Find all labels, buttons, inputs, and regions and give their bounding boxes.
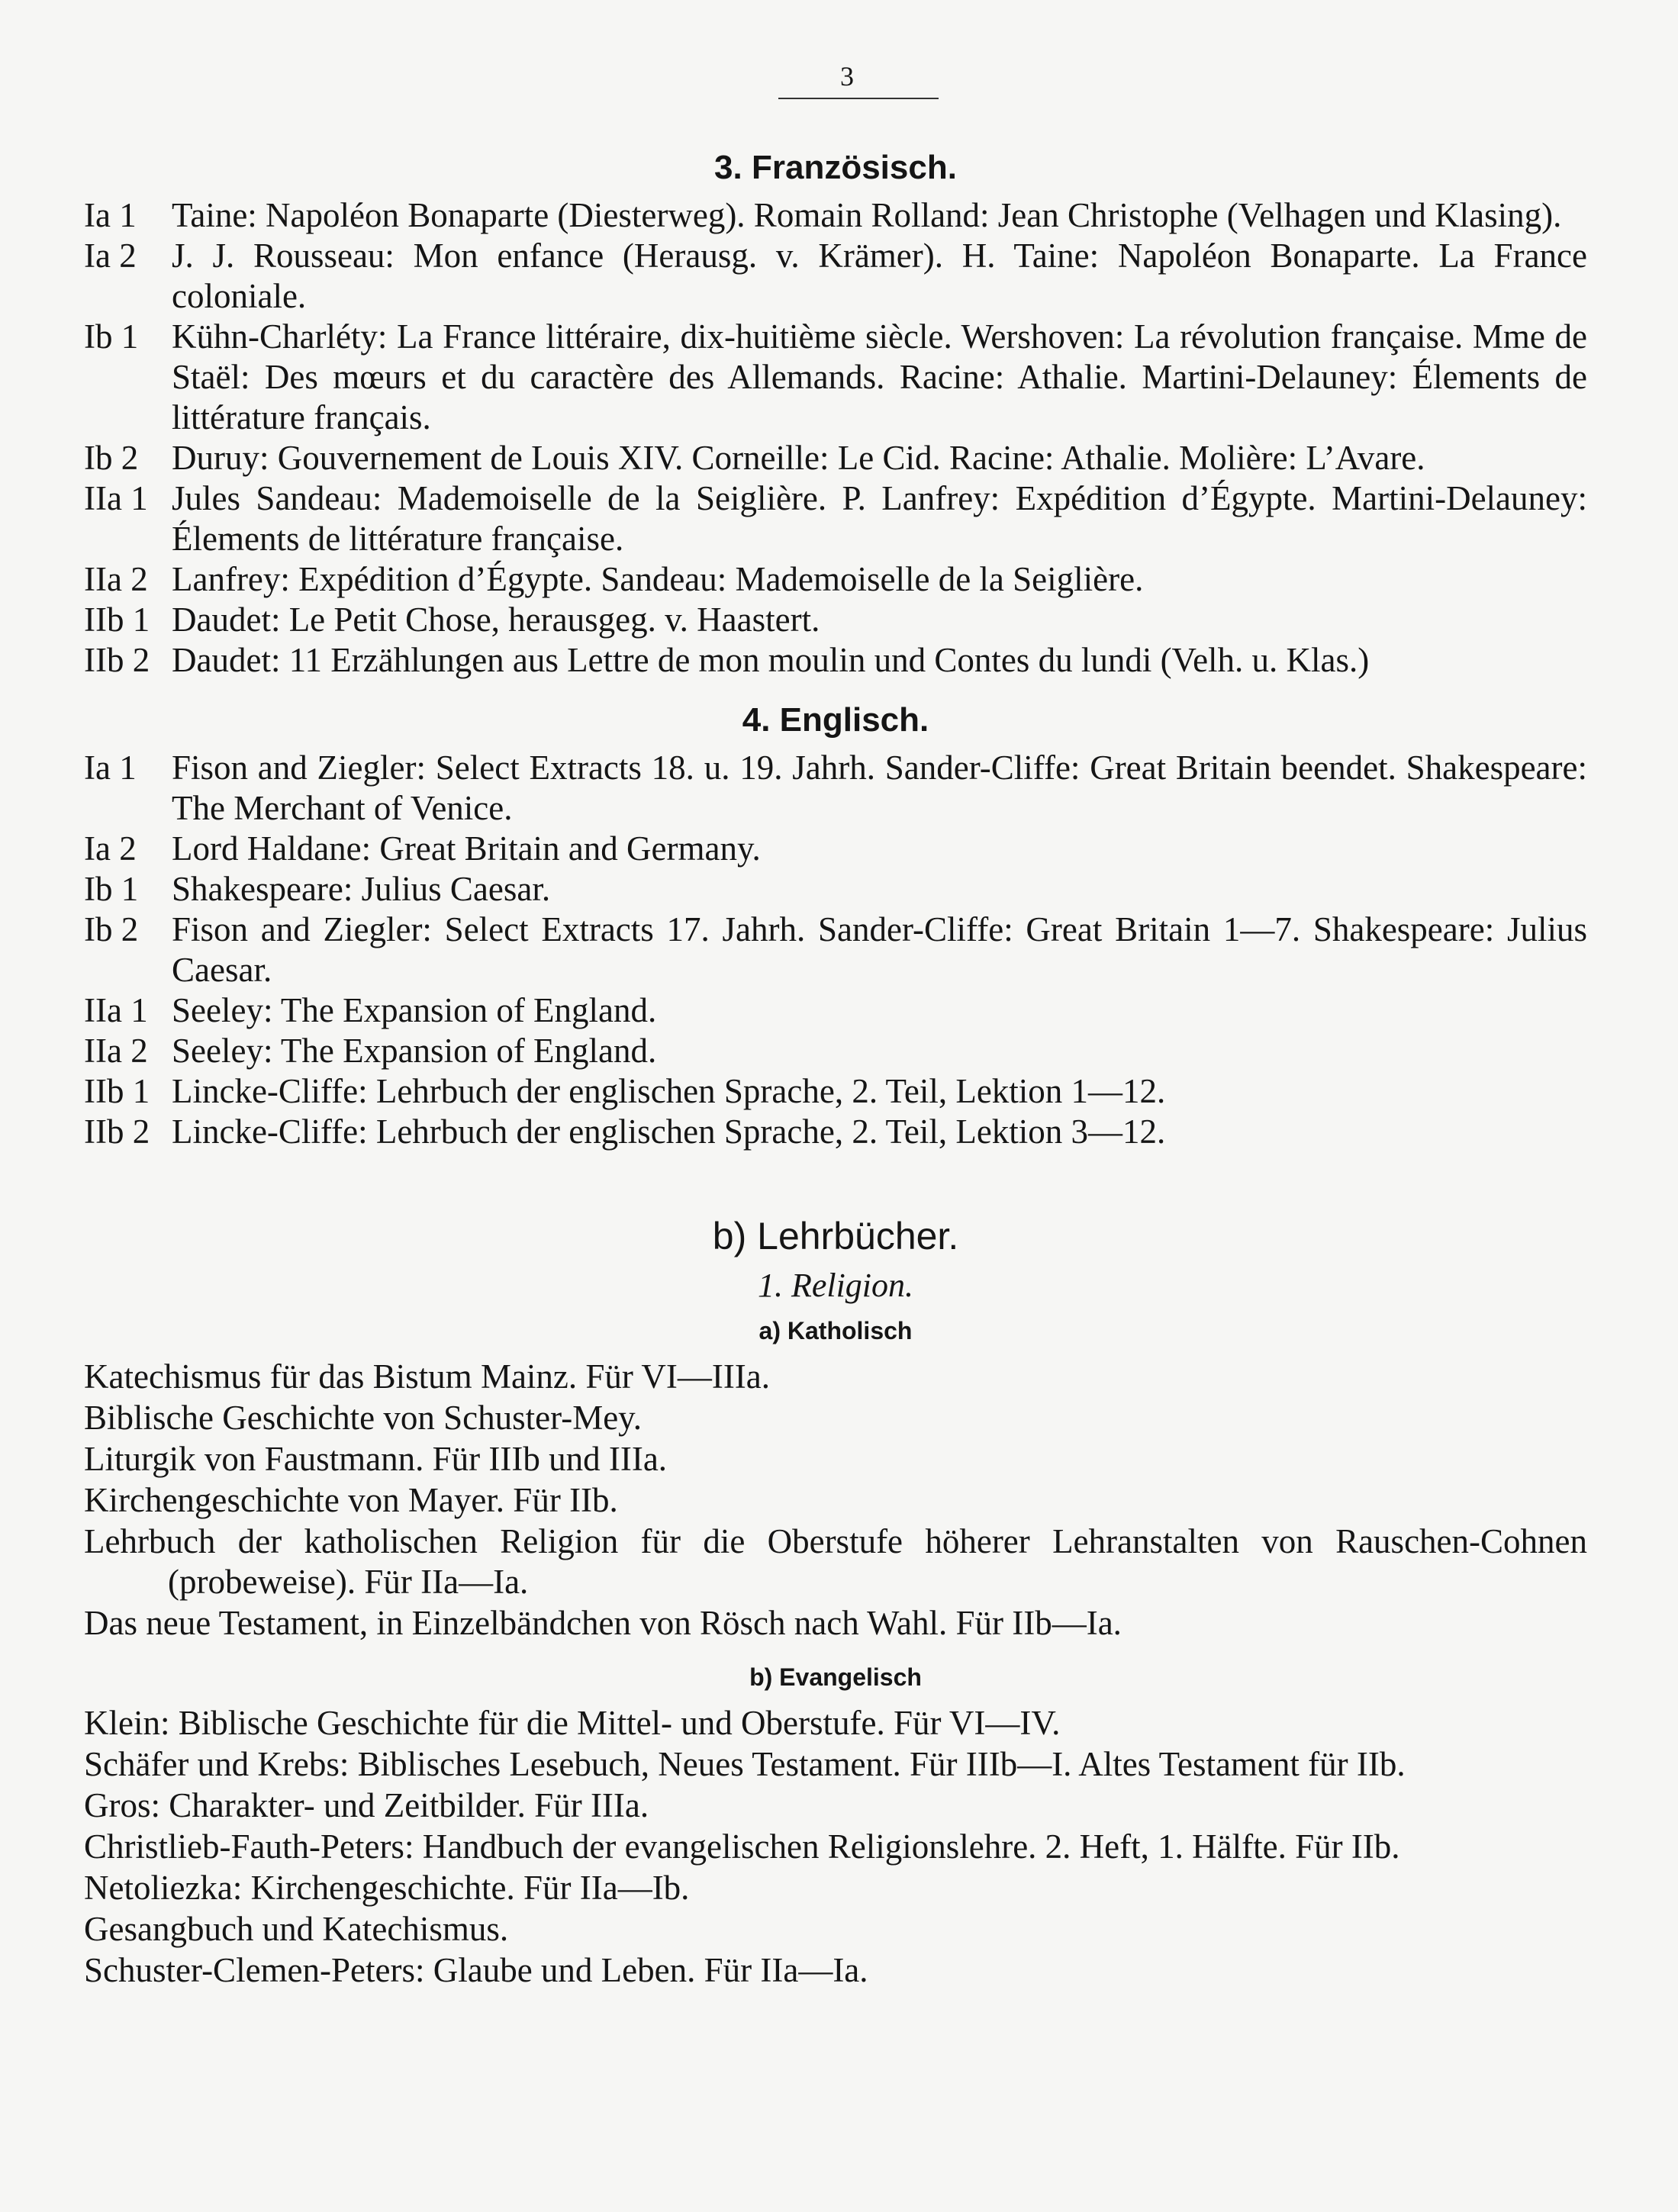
document-page <box>84 61 1587 1991</box>
entry-text: Seeley: The Expansion of England. <box>172 1032 657 1070</box>
entry-text: Taine: Napoléon Bonaparte (Diesterweg). Romain Rolland: Jean Christophe (Velhagen und Klasing). <box>172 196 1562 234</box>
katholisch-heading: a) Katholisch <box>758 1317 913 1344</box>
class-label: IIb 1 <box>84 600 150 639</box>
entry-text: Kühn-Charléty: La France littéraire, dix-huitième siècle. Wershoven: La révolution française. Mme de Staël: Des mœurs et du caractère des Allemands. Racine: Athalie. Martini-Delauney: Élements de littérature français. <box>172 317 1587 436</box>
entry-text: Seeley: The Expansion of England. <box>172 991 657 1029</box>
list-item <box>84 195 1587 236</box>
entry-text: Lord Haldane: Great Britain and Germany. <box>172 829 761 868</box>
list-item <box>84 438 1587 478</box>
lehrbuecher-heading: b) Lehrbücher. <box>712 1215 959 1257</box>
list-item <box>84 1031 1587 1071</box>
list-item <box>84 600 1587 640</box>
list-item <box>84 910 1587 990</box>
list-item <box>84 829 1587 869</box>
list-item <box>84 1112 1587 1152</box>
text-line: Christlieb-Fauth-Peters: Handbuch der evangelischen Religionslehre. 2. Heft, 1. Hälfte. Für IIb. <box>84 1827 1400 1866</box>
list-item <box>84 869 1587 910</box>
list-item <box>84 317 1587 438</box>
entry-text: Fison and Ziegler: Select Extracts 18. u. 19. Jahrh. Sander-Cliffe: Great Britain beendet. Shakespeare: The Merchant of Venice. <box>172 749 1587 827</box>
entry-text: Lincke-Cliffe: Lehrbuch der englischen Sprache, 2. Teil, Lektion 3—12. <box>172 1112 1166 1151</box>
page-number-rule <box>778 98 939 99</box>
entry-text: Daudet: 11 Erzählungen aus Lettre de mon moulin und Contes du lundi (Velh. u. Klas.) <box>172 641 1370 679</box>
text-line: Schuster-Clemen-Peters: Glaube und Leben. Für IIa—Ia. <box>84 1951 868 1989</box>
class-label: Ia 1 <box>84 749 137 787</box>
class-label: IIb 2 <box>84 1112 150 1151</box>
class-label: Ia 2 <box>84 237 137 275</box>
entry-text: Shakespeare: Julius Caesar. <box>172 870 551 908</box>
class-label: IIa 1 <box>84 991 148 1029</box>
class-label: Ib 1 <box>84 870 139 908</box>
text-line: Liturgik von Faustmann. Für IIIb und IIIa. <box>84 1440 668 1478</box>
entry-text: Fison and Ziegler: Select Extracts 17. Jahrh. Sander-Cliffe: Great Britain 1—7. Shakespeare: Julius Caesar. <box>172 910 1587 989</box>
class-label: IIa 2 <box>84 1032 148 1070</box>
class-label: IIa 1 <box>84 479 148 517</box>
religion-heading: 1. Religion. <box>757 1267 914 1304</box>
class-label: IIb 2 <box>84 641 150 679</box>
text-line: Schäfer und Krebs: Biblisches Lesebuch, Neues Testament. Für IIIb—I. Altes Testament für IIb. <box>84 1745 1406 1783</box>
list-item <box>84 990 1587 1031</box>
text-line: Kirchengeschichte von Mayer. Für IIb. <box>84 1481 618 1519</box>
text-line: Das neue Testament, in Einzelbändchen von Rösch nach Wahl. Für IIb—Ia. <box>84 1604 1122 1642</box>
section-title-franzoesisch: 3. Französisch. <box>714 149 957 186</box>
list-item <box>84 748 1587 829</box>
list-item <box>84 478 1587 559</box>
page-number: 3 <box>840 61 854 92</box>
list-item <box>84 1071 1587 1112</box>
englisch-entries <box>84 748 1587 1152</box>
text-line: Gros: Charakter- und Zeitbilder. Für IIIa. <box>84 1786 649 1824</box>
text-line: Klein: Biblische Geschichte für die Mittel- und Oberstufe. Für VI—IV. <box>84 1704 1061 1742</box>
entry-text: Daudet: Le Petit Chose, herausgeg. v. Haastert. <box>172 600 820 639</box>
entry-text: Lincke-Cliffe: Lehrbuch der englischen Sprache, 2. Teil, Lektion 1—12. <box>172 1072 1166 1110</box>
section-title-englisch: 4. Englisch. <box>742 701 929 739</box>
class-label: Ib 2 <box>84 439 139 477</box>
entry-text: Lanfrey: Expédition d’Égypte. Sandeau: Mademoiselle de la Seiglière. <box>172 560 1144 598</box>
class-label: Ia 2 <box>84 829 137 868</box>
text-line: Netoliezka: Kirchengeschichte. Für IIa—Ib. <box>84 1869 690 1907</box>
list-item <box>84 559 1587 600</box>
list-item <box>84 640 1587 681</box>
text-line: Gesangbuch und Katechismus. <box>84 1910 509 1948</box>
entry-text: J. J. Rousseau: Mon enfance (Herausg. v. Krämer). H. Taine: Napoléon Bonaparte. La France coloniale. <box>172 237 1587 315</box>
text-line: Biblische Geschichte von Schuster-Mey. <box>84 1399 643 1437</box>
franzoesisch-entries <box>84 195 1587 681</box>
entry-text: Duruy: Gouvernement de Louis XIV. Corneille: Le Cid. Racine: Athalie. Molière: L’Avare. <box>172 439 1425 477</box>
class-label: Ib 1 <box>84 317 139 356</box>
section-spacer <box>84 681 1587 697</box>
class-label: Ib 2 <box>84 910 139 948</box>
evangelisch-heading: b) Evangelisch <box>749 1663 922 1691</box>
text-line: Lehrbuch der katholischen Religion für die Oberstufe höherer Lehranstalten von Rauschen-Cohnen (probeweise). Für IIa—Ia. <box>84 1522 1587 1601</box>
list-item <box>84 236 1587 317</box>
class-label: Ia 1 <box>84 196 137 234</box>
entry-text: Jules Sandeau: Mademoiselle de la Seiglière. P. Lanfrey: Expédition d’Égypte. Martini-Delauney: Élements de littérature française. <box>172 479 1587 558</box>
class-label: IIb 1 <box>84 1072 150 1110</box>
class-label: IIa 2 <box>84 560 148 598</box>
text-line: Katechismus für das Bistum Mainz. Für VI—IIIa. <box>84 1357 771 1396</box>
